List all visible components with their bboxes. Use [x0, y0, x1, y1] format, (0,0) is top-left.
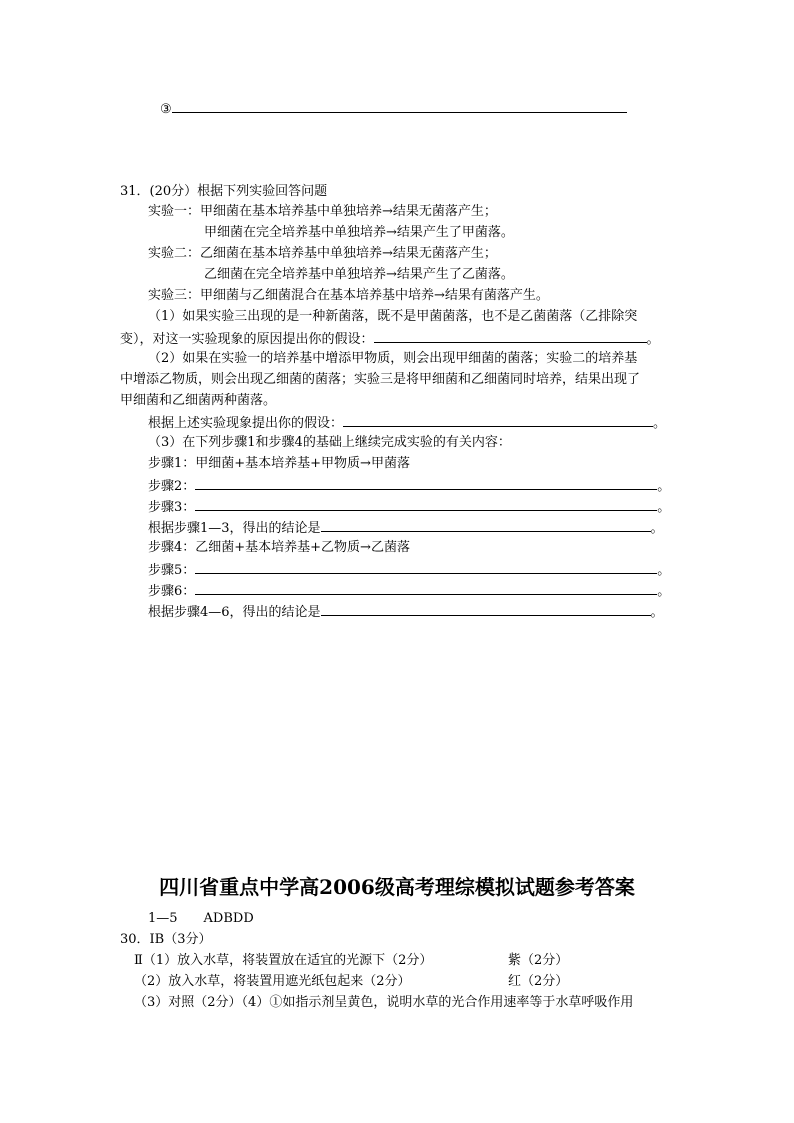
- part-2-line2: 中增添乙物质，则会出现乙细菌的菌落；实验三是将甲细菌和乙细菌同时培养，结果出现了: [120, 372, 641, 387]
- period: 。: [657, 563, 671, 578]
- answers-q30-ii-2-ans: 红（2分）: [508, 974, 569, 989]
- item-3-marker: ③: [160, 102, 172, 117]
- step-5-line: [148, 559, 670, 581]
- period: 。: [650, 521, 664, 536]
- answers-q30-ii-2: （2）放入水草，将装置用遮光纸包起来（2分）: [134, 974, 411, 989]
- step-2-label: 步骤2：: [148, 479, 196, 494]
- step-3-label: 步骤3：: [148, 500, 196, 515]
- step-5-label: 步骤5：: [148, 563, 196, 578]
- period: 。: [653, 416, 667, 431]
- answers-q30-ii-1: Ⅱ（1）放入水草，将装置放在适宜的光源下（2分）: [134, 953, 433, 968]
- answer-blank: [374, 328, 647, 343]
- experiment-3: 实验三：甲细菌与乙细菌混合在基本培养基中培养→结果有菌落产生。: [148, 288, 549, 303]
- conclusion-4-6-line: [148, 601, 664, 623]
- answer-blank: [343, 412, 653, 427]
- hypothesis-prompt: 根据上述实验现象提出你的假设：: [148, 416, 344, 431]
- step-2-line: [148, 475, 670, 497]
- item-3-line: [160, 98, 627, 120]
- period: 。: [657, 500, 671, 515]
- period: 。: [657, 479, 671, 494]
- answers-q30-head: 30．ⅠB（3分）: [120, 932, 212, 947]
- hypothesis-line: [148, 412, 666, 434]
- q31-heading: 31．(20分）根据下列实验回答问题: [120, 184, 328, 199]
- conclusion-1-3-prompt: 根据步骤1—3，得出的结论是: [148, 521, 321, 536]
- part-1-prompt: 变），对这一实验现象的原因提出你的假设：: [120, 332, 374, 347]
- part-2-line1: （2）如果在实验一的培养基中增添甲物质，则会出现甲细菌的菌落；实验二的培养基: [148, 351, 638, 366]
- period: 。: [646, 332, 660, 347]
- step-3-line: [148, 496, 670, 518]
- answer-blank: [195, 475, 657, 490]
- answer-blank: [321, 517, 651, 532]
- answer-blank: [172, 98, 627, 113]
- conclusion-1-3-line: [148, 517, 664, 539]
- answer-blank: [195, 580, 657, 595]
- period: 。: [650, 605, 664, 620]
- answers-title: 四川省重点中学高2006级高考理综模拟试题参考答案: [159, 875, 635, 899]
- answer-blank: [195, 559, 657, 574]
- step-6-line: [148, 580, 670, 602]
- part-1-line1: （1）如果实验三出现的是一种新菌落，既不是甲菌菌落，也不是乙菌菌落（乙排除突: [148, 309, 638, 324]
- answers-q30-ii-3: （3）对照（2分）（4）①如指示剂呈黄色，说明水草的光合作用速率等于水草呼吸作用: [134, 995, 634, 1010]
- answer-blank: [321, 601, 651, 616]
- experiment-1-a: 实验一：甲细菌在基本培养基中单独培养→结果无菌落产生；: [148, 204, 497, 219]
- step-4: 步骤4：乙细菌+基本培养基+乙物质→乙菌落: [148, 540, 410, 555]
- answers-mc: 1—5 ADBDD: [148, 911, 254, 926]
- step-6-label: 步骤6：: [148, 584, 196, 599]
- experiment-2-b: 乙细菌在完全培养基中单独培养→结果产生了乙菌落。: [204, 267, 514, 282]
- step-1: 步骤1：甲细菌+基本培养基+甲物质→甲菌落: [148, 456, 410, 471]
- period: 。: [657, 584, 671, 599]
- answers-q30-ii-1-ans: 紫（2分）: [508, 953, 569, 968]
- part-1-line2: [120, 328, 660, 350]
- conclusion-4-6-prompt: 根据步骤4—6，得出的结论是: [148, 605, 321, 620]
- experiment-1-b: 甲细菌在完全培养基中单独培养→结果产生了甲菌落。: [204, 225, 514, 240]
- experiment-2-a: 实验二：乙细菌在基本培养基中单独培养→结果无菌落产生；: [148, 246, 497, 261]
- part-3-line: （3）在下列步骤1和步骤4的基础上继续完成实验的有关内容：: [148, 435, 511, 450]
- answer-blank: [195, 496, 657, 511]
- part-2-line3: 甲细菌和乙细菌两种菌落。: [120, 393, 277, 408]
